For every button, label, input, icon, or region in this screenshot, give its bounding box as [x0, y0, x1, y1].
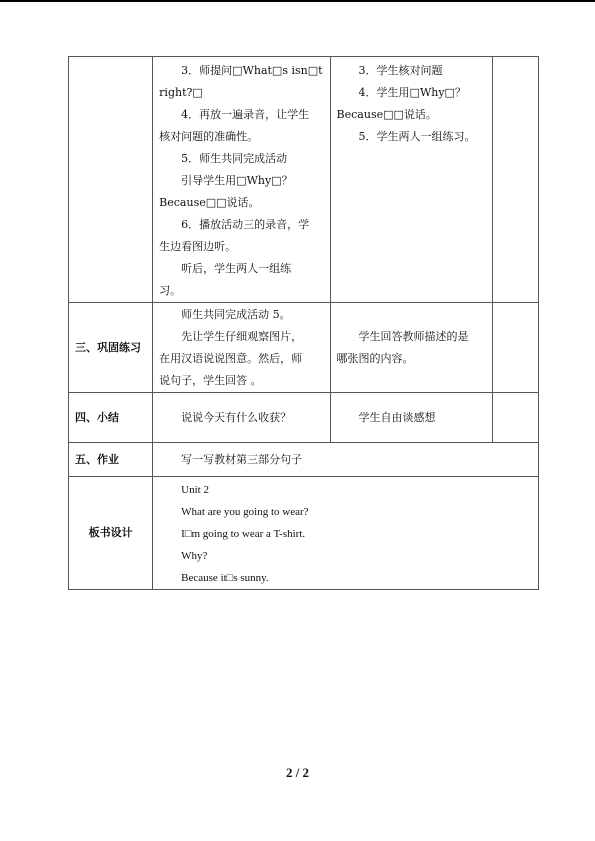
table-row-summary — [69, 393, 539, 443]
notes-cell — [492, 393, 538, 443]
student-activity-cell — [330, 57, 492, 303]
teacher-line: 在用汉语说说图意。然后，师 — [159, 352, 303, 365]
teacher-line: 4．再放一遍录音，让学生 — [181, 108, 310, 121]
lesson-plan-table — [68, 56, 539, 590]
stage-label: 五、作业 — [69, 443, 153, 477]
notes-cell — [492, 303, 538, 393]
teacher-line: 引导学生用□Why□？ — [181, 174, 293, 187]
homework-cell — [153, 443, 539, 477]
page-number: 2 / 2 — [285, 765, 310, 780]
student-line: 4．学生用□Why□？ — [358, 86, 466, 99]
teacher-line: right?□ — [159, 86, 203, 99]
student-activity-cell — [330, 393, 492, 443]
stage-label: 板书设计 — [69, 477, 153, 590]
teacher-line: 听后，学生两人一组练 — [181, 262, 292, 275]
teacher-line: 习。 — [159, 284, 182, 297]
teacher-line: 师生共同完成活动 5。 — [181, 308, 291, 321]
teacher-activity-cell — [153, 57, 330, 303]
teacher-line: 6．播放活动三的录音，学 — [181, 218, 310, 231]
board-design-cell — [153, 477, 539, 590]
student-line: 学生回答教师描述的是 — [358, 329, 469, 343]
student-line: 哪张图的内容。 — [336, 351, 414, 365]
table-row-homework — [69, 443, 539, 477]
notes-cell — [492, 57, 538, 303]
stage-label: 四、小结 — [69, 393, 153, 443]
student-line: Because□□说话。 — [336, 108, 437, 121]
board-line: Why? — [181, 550, 208, 562]
teacher-line: 核对问题的准确性。 — [159, 130, 259, 143]
table-row-process — [69, 57, 539, 303]
teacher-line: 5．师生共同完成活动 — [181, 152, 288, 165]
student-activity-cell — [330, 303, 492, 393]
board-line: Unit 2 — [181, 484, 209, 496]
student-line: 学生自由谈感想 — [358, 410, 436, 424]
stage-cell-empty — [69, 57, 153, 303]
student-line: 5．学生两人一组练习。 — [358, 130, 476, 143]
teacher-line: 3．师提问□What□s isn□t — [181, 64, 323, 77]
homework-text: 写一写教材第三部分句子 — [181, 452, 303, 466]
header-rule — [0, 0, 595, 2]
board-line: Because it□s sunny. — [181, 572, 269, 584]
teacher-line: Because□□说话。 — [159, 196, 260, 209]
teacher-line: 生边看图边听。 — [159, 240, 237, 253]
board-line: What are you going to wear? — [181, 506, 309, 518]
table-row-consolidation — [69, 303, 539, 393]
teacher-line: 先让学生仔细观察图片， — [181, 330, 303, 343]
teacher-activity-cell — [153, 303, 330, 393]
teacher-line: 说说今天有什么收获？ — [181, 410, 292, 424]
board-line: I□m going to wear a T-shirt. — [181, 528, 306, 540]
student-line: 3．学生核对问题 — [358, 64, 443, 77]
teacher-activity-cell — [153, 393, 330, 443]
table-row-board-design — [69, 477, 539, 590]
teacher-line: 说句子，学生回答 。 — [159, 374, 262, 387]
stage-label: 三、巩固练习 — [69, 303, 153, 393]
